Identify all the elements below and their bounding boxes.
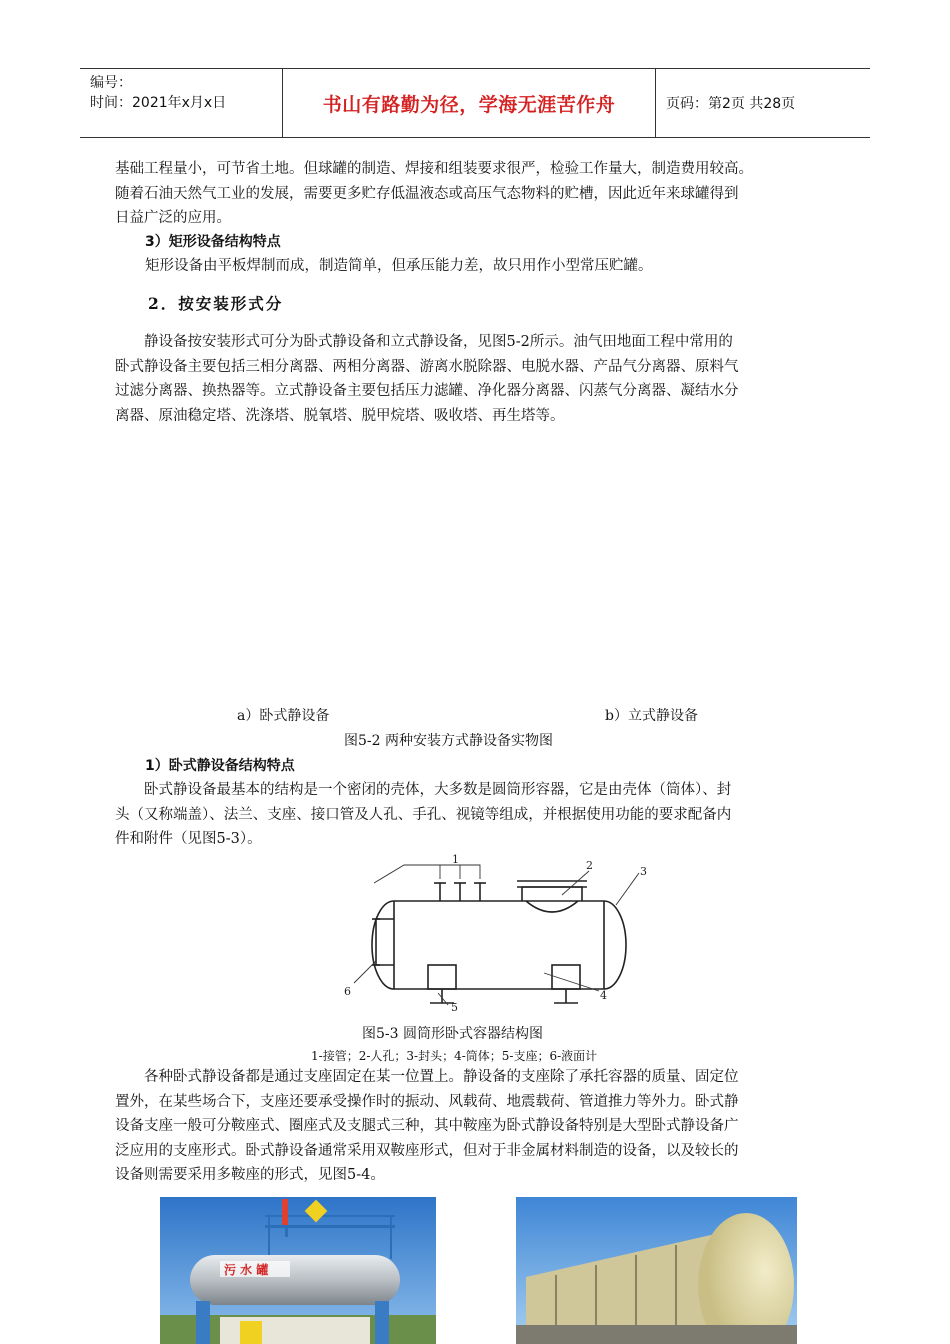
motto-text: 书山有路勤为径，学海无涯苦作舟 xyxy=(322,93,616,116)
text-line: 泛应用的支座形式。卧式静设备通常采用双鞍座形式，但对于非金属材料制造的设备，以及较长的 xyxy=(115,1142,739,1159)
heading-horizontal: 1）卧式静设备结构特点 xyxy=(145,758,295,774)
text-line: 随着石油天然气工业的发展，需要更多贮存低温液态或高压气态物料的贮槽，因此近年来球罐得到 xyxy=(115,185,739,202)
text-line: 离器、原油稳定塔、洗涤塔、脱氧塔、脱甲烷塔、吸收塔、再生塔等。 xyxy=(115,407,565,424)
header-meta xyxy=(80,69,283,137)
text-line: 设备支座一般可分鞍座式、圈座式及支腿式三种，其中鞍座为卧式静设备特别是大型卧式静设备广 xyxy=(115,1118,739,1134)
diagram-label: 6 xyxy=(344,985,351,998)
diagram-label: 3 xyxy=(640,865,647,878)
paragraph-supports xyxy=(115,1065,835,1188)
text-line: 卧式静设备最基本的结构是一个密闭的壳体，大多数是圆筒形容器，它是由壳体（筒体）、封 xyxy=(144,782,732,798)
diagram-label: 4 xyxy=(600,989,607,1002)
diagram-label: 5 xyxy=(451,1001,458,1014)
paragraph-spherical xyxy=(115,157,835,231)
text-line: 基础工程量小，可节省土地。但球罐的制造、焊接和组装要求很严，检验工作量大，制造费用较高。 xyxy=(115,161,753,177)
paragraph-horizontal xyxy=(115,778,835,852)
text-line: 过滤分离器、换热器等。立式静设备主要包括压力滤罐、净化器分离器、闪蒸气分离器、凝结水分 xyxy=(115,383,739,399)
paragraph-rectangular: 矩形设备由平板焊制而成，制造简单，但承压能力差，故只用作小型常压贮罐。 xyxy=(145,258,653,274)
text-line: 件和附件（见图5-3）。 xyxy=(115,831,262,847)
heading-install-type: 2．按安装形式分 xyxy=(148,294,284,313)
photo-frp-tanks xyxy=(516,1197,797,1344)
fig52-title: 图5-2 两种安装方式静设备实物图 xyxy=(344,733,553,749)
page-header xyxy=(80,68,870,138)
tank-sign: 污 水 罐 xyxy=(224,1263,269,1277)
photo-sewage-tank xyxy=(160,1197,436,1344)
fig52-caption-b: b）立式静设备 xyxy=(605,708,698,724)
heading-rectangular: 3）矩形设备结构特点 xyxy=(145,234,281,250)
fig53-legend: 1-接管；2-人孔；3-封头；4-筒体；5-支座；6-液面计 xyxy=(311,1049,598,1063)
text-line: 卧式静设备主要包括三相分离器、两相分离器、游离水脱除器、电脱水器、产品气分离器、原料气 xyxy=(115,358,739,375)
diagram-label: 2 xyxy=(586,859,593,872)
text-line: 各种卧式静设备都是通过支座固定在某一位置上。静设备的支座除了承托容器的质量、固定位 xyxy=(144,1069,739,1085)
page-info: 页码：第2页 共28页 xyxy=(666,96,796,112)
text-line: 静设备按安装形式可分为卧式静设备和立式静设备，见图5-2所示。油气田地面工程中常用的 xyxy=(144,334,733,350)
horizontal-vessel-diagram xyxy=(334,853,669,1015)
diagram-label: 1 xyxy=(452,853,459,866)
time-label: 时间：2021年x月x日 xyxy=(90,95,227,111)
text-line: 日益广泛的应用。 xyxy=(115,210,231,226)
header-motto xyxy=(283,69,656,137)
text-line: 置外，在某些场合下，支座还要承受操作时的振动、风载荷、地震载荷、管道推力等外力。卧式静 xyxy=(115,1093,739,1110)
text-line: 头（又称端盖）、法兰、支座、接口管及人孔、手孔、视镜等组成，并根据使用功能的要求配备内 xyxy=(115,806,732,823)
fig52-caption-a: a）卧式静设备 xyxy=(237,708,330,724)
fig53-title: 图5-3 圆筒形卧式容器结构图 xyxy=(362,1026,543,1042)
number-label: 编号： xyxy=(90,75,132,91)
text-line: 设备则需要采用多鞍座的形式，见图5-4。 xyxy=(115,1167,385,1183)
paragraph-install xyxy=(115,330,835,428)
